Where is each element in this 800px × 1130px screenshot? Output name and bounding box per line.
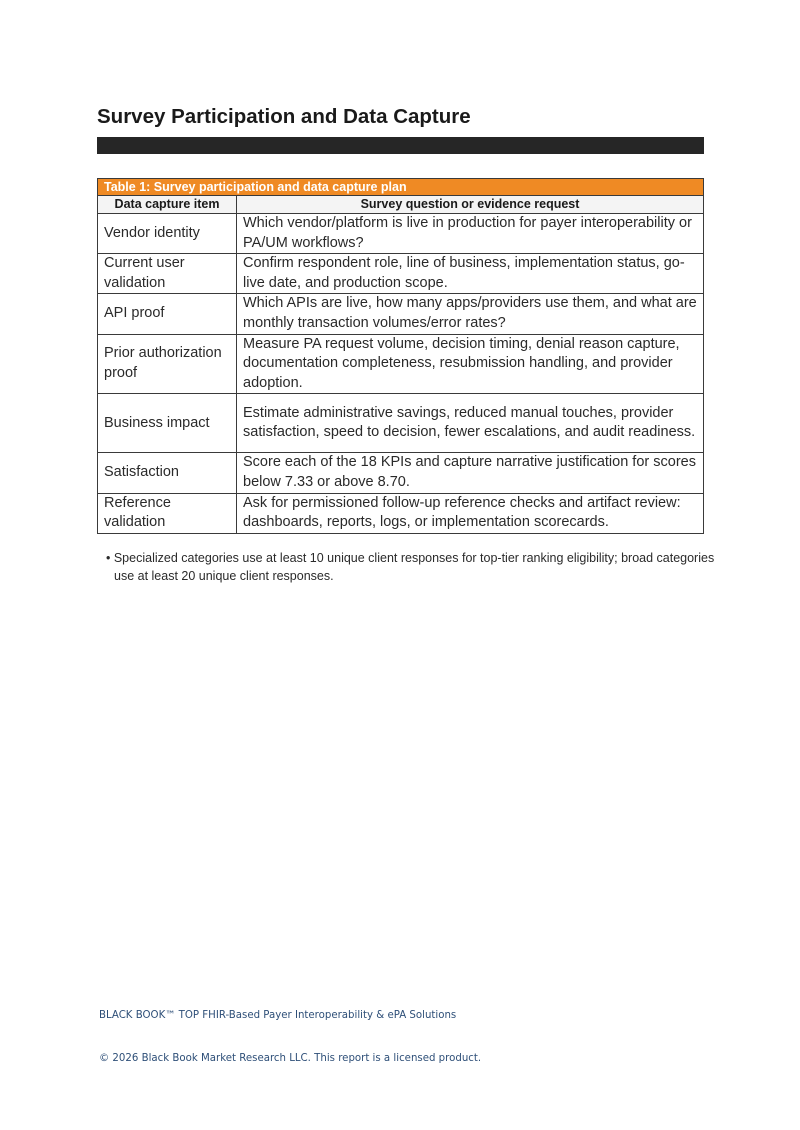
footer-brand: BLACK BOOK™ TOP FHIR-Based Payer Interoperability & ePA Solutions <box>99 1010 457 1021</box>
table-row <box>98 294 704 334</box>
column-header-item: Data capture item <box>98 196 237 214</box>
row-item-cell: Business impact <box>98 394 237 453</box>
column-header-request: Survey question or evidence request <box>237 196 704 214</box>
data-capture-table <box>97 178 704 534</box>
table-row <box>98 493 704 533</box>
table-caption: Table 1: Survey participation and data capture plan <box>98 179 704 196</box>
table-row <box>98 334 704 394</box>
title-divider-bar <box>97 137 704 154</box>
row-item-cell: Vendor identity <box>98 214 237 254</box>
row-item-cell: Satisfaction <box>98 453 237 493</box>
table-row <box>98 394 704 453</box>
row-request-cell: Estimate administrative savings, reduced manual touches, provider satisfaction, speed to decision, fewer escalations, and audit readiness. <box>237 394 704 453</box>
row-request-cell: Score each of the 18 KPIs and capture narrative justification for scores below 7.33 or above 8.70. <box>237 453 704 493</box>
page-title: Survey Participation and Data Capture <box>97 105 471 128</box>
row-item-cell: Prior authorization proof <box>98 334 237 394</box>
eligibility-note: • Specialized categories use at least 10 unique client responses for top-tier ranking eligibility; broad categories use at least 20 unique client responses. <box>106 551 715 583</box>
table-row <box>98 254 704 294</box>
row-request-cell: Confirm respondent role, line of business, implementation status, go-live date, and production scope. <box>237 254 704 294</box>
table-caption-row <box>98 179 704 196</box>
footer-copyright: © 2026 Black Book Market Research LLC. This report is a licensed product. <box>99 1053 482 1064</box>
row-request-cell: Ask for permissioned follow-up reference checks and artifact review: dashboards, reports, logs, or implementation scorecards. <box>237 493 704 533</box>
row-item-cell: Current user validation <box>98 254 237 294</box>
table-row <box>98 453 704 493</box>
table-row <box>98 214 704 254</box>
table-header-row <box>98 196 704 214</box>
row-request-cell: Which vendor/platform is live in production for payer interoperability or PA/UM workflows? <box>237 214 704 254</box>
row-item-cell: API proof <box>98 294 237 334</box>
row-request-cell: Measure PA request volume, decision timing, denial reason capture, documentation completeness, resubmission handling, and provider adoption. <box>237 334 704 394</box>
row-item-cell: Reference validation <box>98 493 237 533</box>
row-request-cell: Which APIs are live, how many apps/providers use them, and what are monthly transaction volumes/error rates? <box>237 294 704 334</box>
